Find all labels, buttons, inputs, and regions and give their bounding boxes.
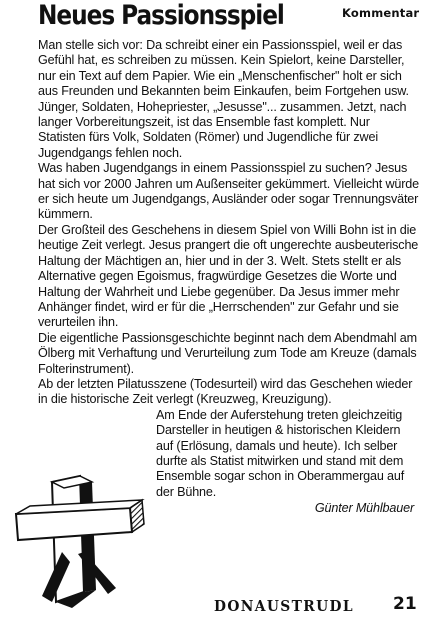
publication-name: DONAUSTRUDL: [214, 597, 354, 615]
section-rubric: Kommentar: [342, 6, 420, 20]
wrapped-section: [38, 408, 420, 517]
paragraph-2: Was haben Jugendgangs in einem Passionsspiel zu suchen? Jesus hat sich vor 2000 Jahren um Außenseiter gekümmert. Vielleicht würde er sich heute um Jugendgangs, Ausländer oder sogar Trennungsväter kümmern.: [38, 161, 420, 222]
article-body: [38, 38, 420, 558]
paragraph-3: Der Großteil des Geschehens in diesem Spiel von Willi Bohn ist in die heutige Zeit verlegt. Jesus prangert die oft ungerechte ausbeuterische Haltung der Mächtigen an, hier und in der 3. Welt. Stets stellt er als Alternative gegen Egoismus, fragwürdige Gesetzes die Worte und Haltung der Wahrheit und Liebe gegenüber. Da Jesus immer mehr Anhänger findet, wird er für die „Herrschenden" zur Gefahr und sie verurteilen ihn.: [38, 222, 419, 330]
paragraph-6: Am Ende der Auferstehung treten gleichzeitig Darsteller in heutigen & historischen Kleidern auf (Erlösung, damals und heute). Ich selber durfte als Statist mitwirken und stand mit dem Ensemble sogar schon in Oberammergau auf der Bühne.: [156, 407, 405, 499]
paragraph-5: Ab der letzten Pilatusszene (Todesurteil) wird das Geschehen wieder in die historische Zeit verlegt (Kreuzweg, Kreuzigung).: [38, 376, 413, 407]
page-number: 21: [393, 594, 417, 614]
illustration-spacer: [38, 408, 156, 558]
paragraph-1: Man stelle sich vor: Da schreibt einer ein Passionsspiel, weil er das Gefühl hat, es schreiben zu müssen. Kein Spielort, keine Darsteller, nur ein Text auf dem Papier. Wie ein „Menschenfischer" holt er sich aus Freunden und Bekannten beim Einkaufen, beim Fortgehen usw. Jünger, Soldaten, Hohepriester, „Jesusse"... zusammen. Jetzt, nach langer Vorbereitungszeit, ist das Ensemble fast komplett. Nur Statisten fürs Volk, Soldaten (Römer) und Jugendliche für zwei Jugendgangs fehlen noch.: [38, 38, 409, 160]
author-signature: Günter Mühlbauer: [314, 501, 414, 516]
article-headline: Neues Passionsspiel: [38, 0, 284, 31]
paragraph-4: Die eigentliche Passionsgeschichte beginnt nach dem Abendmahl am Ölberg mit Verhaftung und Verurteilung zum Tode am Kreuze (damals Folterinstrument).: [38, 330, 417, 376]
